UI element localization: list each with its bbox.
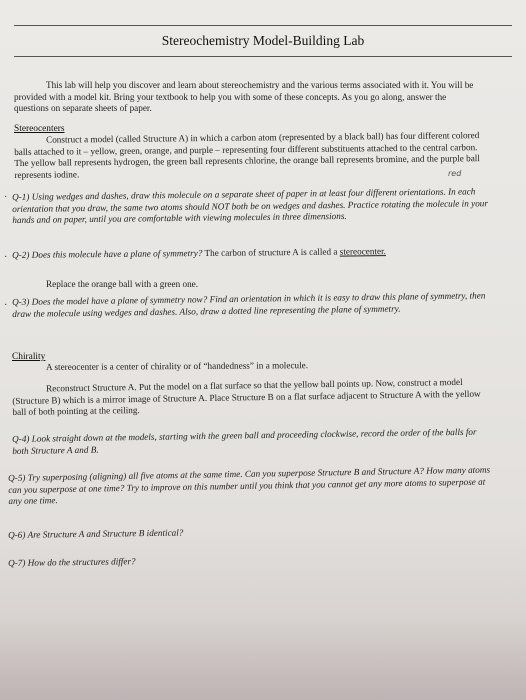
page-title: Stereochemistry Model-Building Lab: [161, 33, 365, 48]
question-2-text: Q-2) Does this molecule have a plane of symmetry?: [12, 248, 203, 260]
question-4: Q-4) Look straight down at the models, starting with the green ball and proceeding clockwise, record the order of the balls for both Structure A and B.: [12, 426, 477, 456]
question-6: Q-6) Are Structure A and Structure B identical?: [8, 527, 184, 540]
page-shadow: [0, 620, 526, 700]
stereocenters-paragraph: Construct a model (called Structure A) in which a carbon atom (represented by a black ball) has four different colored balls attached to it – yellow, green, orange, and purple – representing four different substituents attached to the central carbon. The yellow ball represents hydrogen, the green ball represents chlorine, the orange ball represents bromine, and the purple ball represents iodine.: [14, 130, 480, 180]
question-3: Q-3) Does the model have a plane of symmetry now? Find an orientation in which it is easy to draw this plane of symmetry, then draw the molecule using wedges and dashes. Also, draw a dotted line representing the plane of symmetry.: [12, 290, 486, 319]
question-2-statement: The carbon of structure A is called a: [204, 246, 338, 258]
chirality-paragraph: Reconstruct Structure A. Put the model on a flat surface so that the yellow ball points up. Now, construct a model (Structure B) which is a mirror image of Structure A. Place Structure B on a flat surface adjacent to Structure A with the yellow ball of both pointing at the ceiling.: [12, 376, 481, 418]
question-1: Q-1) Using wedges and dashes, draw this molecule on a separate sheet of paper in at least four different orientations. In each orientation that you draw, the same two atoms should NOT both be on wedges and dashes. Practice rotating the molecule in your hands and on paper, until you are comfortable with viewing molecules in three dimensions.: [12, 186, 488, 226]
question-2: [12, 245, 488, 262]
stereocenter-term: stereocenter.: [339, 246, 386, 257]
title-rule: [14, 56, 512, 57]
question-5: Q-5) Try superposing (aligning) all five atoms at the same time. Can you superpose Structure B and Structure A? How many atoms can you superpose at one time? Try to improve on this number until you think that you cannot get any more atoms to superpose at any one time.: [8, 464, 491, 507]
margin-mark: ·: [4, 192, 8, 203]
chirality-definition: A stereocenter is a center of chirality or of “handedness” in a molecule.: [46, 360, 309, 372]
intro-paragraph: This lab will help you discover and learn about stereochemistry and the various terms associated with it. You will be provided with a model kit. Bring your textbook to help you with some of these concepts. As you go along, answer the questions on separate sheets of paper.: [14, 80, 474, 114]
margin-mark: ·: [4, 252, 8, 263]
stereocenters-heading: Stereocenters: [14, 124, 65, 134]
question-7: Q-7) How do the structures differ?: [8, 556, 136, 568]
chirality-heading: Chirality: [12, 352, 46, 362]
top-rule: [14, 25, 512, 26]
margin-mark: ·: [4, 300, 8, 311]
handwritten-note: red: [448, 169, 462, 178]
replace-instruction: Replace the orange ball with a green one.: [46, 279, 199, 289]
